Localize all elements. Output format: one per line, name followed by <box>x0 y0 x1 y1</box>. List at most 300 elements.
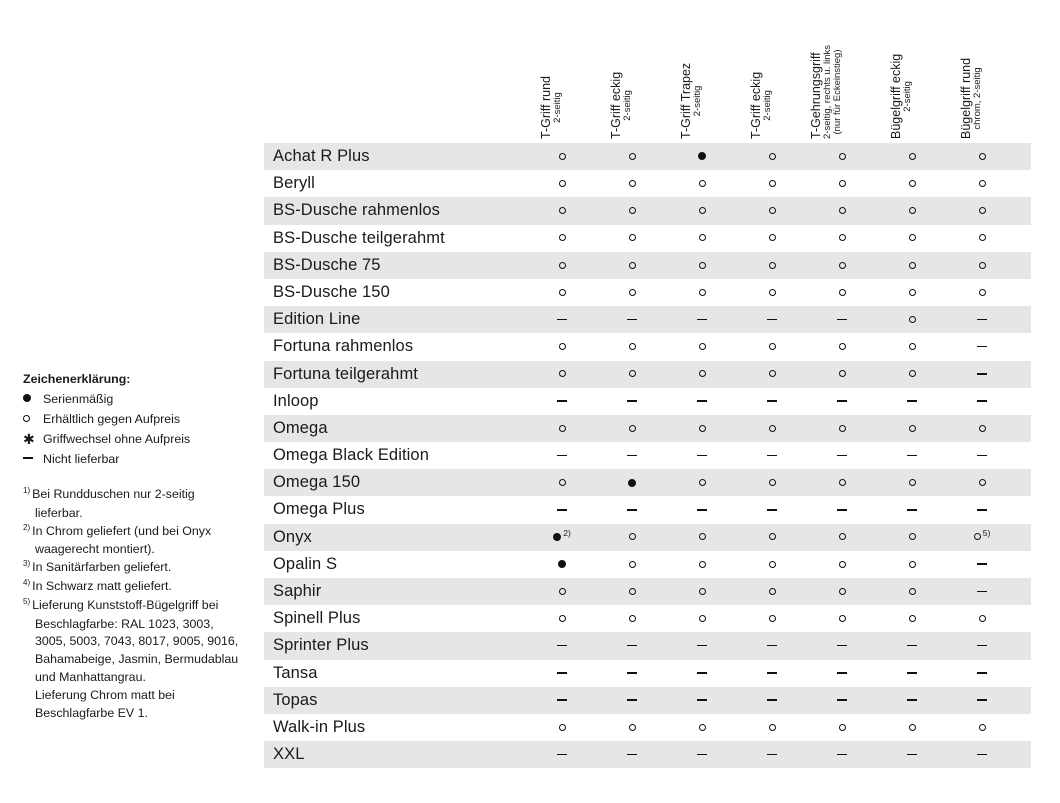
table-cell <box>667 279 737 306</box>
table-cell <box>667 605 737 632</box>
table-cell <box>527 605 597 632</box>
table-cell <box>527 333 597 360</box>
open-circle-icon <box>629 588 636 595</box>
open-circle-icon <box>979 615 986 622</box>
table-cell <box>947 496 1017 523</box>
table-row <box>264 252 1031 279</box>
table-cell <box>877 524 947 551</box>
row-label: Omega Black Edition <box>273 446 429 465</box>
open-circle-icon <box>979 180 986 187</box>
table-cell <box>807 605 877 632</box>
open-circle-icon <box>979 153 986 160</box>
table-cell <box>737 225 807 252</box>
table-cell <box>667 306 737 333</box>
filled-dot-icon <box>558 560 566 568</box>
table-cell <box>737 442 807 469</box>
table-cell <box>877 741 947 768</box>
table-cell <box>807 687 877 714</box>
column-subtitle: 2-seitig <box>692 85 703 117</box>
open-circle-icon <box>699 425 706 432</box>
table-cell <box>877 361 947 388</box>
open-circle-icon <box>559 588 566 595</box>
table-cell <box>737 632 807 659</box>
open-circle-icon <box>909 207 916 214</box>
table-cell <box>597 361 667 388</box>
table-cell <box>667 551 737 578</box>
column-title: Bügelgriff rund <box>959 57 973 139</box>
open-circle-icon <box>769 289 776 296</box>
table-cell <box>597 252 667 279</box>
dash-icon <box>697 319 707 321</box>
open-circle-icon <box>839 207 846 214</box>
dash-icon <box>977 754 987 756</box>
dash-icon <box>627 509 637 511</box>
row-label: Onyx <box>273 527 312 546</box>
table-cell <box>807 469 877 496</box>
open-circle-icon <box>909 289 916 296</box>
footnote: Lieferung Chrom matt bei Beschlagfarbe EV 1. <box>35 687 175 720</box>
open-circle-icon <box>699 561 706 568</box>
dash-icon <box>557 455 567 457</box>
open-circle-icon <box>559 724 566 731</box>
footnotes <box>23 486 243 722</box>
table-cell <box>667 442 737 469</box>
legend-label: Erhältlich gegen Aufpreis <box>43 412 181 426</box>
legend-item-griffwechsel <box>23 429 258 449</box>
table-cell <box>597 632 667 659</box>
open-circle-icon <box>909 316 916 323</box>
row-label: Topas <box>273 690 318 709</box>
open-circle-icon <box>839 479 846 486</box>
open-circle-icon <box>974 533 981 540</box>
dash-icon <box>557 754 567 756</box>
dash-icon <box>977 346 987 348</box>
table-row <box>264 496 1031 523</box>
dash-icon <box>23 458 43 460</box>
table-cell <box>527 388 597 415</box>
table-cell <box>877 197 947 224</box>
table-cell <box>947 741 1017 768</box>
open-circle-icon <box>699 615 706 622</box>
table-cell <box>807 741 877 768</box>
dash-icon <box>837 509 847 511</box>
table-cell <box>877 306 947 333</box>
open-circle-icon <box>839 370 846 377</box>
table-cell <box>737 279 807 306</box>
table-row <box>264 361 1031 388</box>
table-cell <box>667 143 737 170</box>
column-subtitle-note: (nur für Eckeinstieg) <box>832 49 843 135</box>
dash-icon <box>837 400 847 402</box>
open-circle-icon <box>23 416 43 423</box>
dash-icon <box>907 672 917 674</box>
open-circle-icon <box>559 343 566 350</box>
row-label: Saphir <box>273 582 322 600</box>
table-cell <box>947 415 1017 442</box>
table-row <box>264 279 1031 306</box>
dash-icon <box>627 400 637 402</box>
open-circle-icon <box>559 289 566 296</box>
table-cell <box>597 306 667 333</box>
dash-icon <box>907 509 917 511</box>
column-header <box>948 0 1018 145</box>
table-cell <box>667 578 737 605</box>
table-row <box>264 551 1031 578</box>
table-cell <box>947 333 1017 360</box>
open-circle-icon <box>909 370 916 377</box>
table-cell <box>737 361 807 388</box>
table-cell <box>597 687 667 714</box>
table-cell <box>597 496 667 523</box>
row-label: Omega <box>273 418 328 437</box>
table-row <box>264 388 1031 415</box>
table-row <box>264 605 1031 632</box>
open-circle-icon <box>699 343 706 350</box>
table-cell <box>667 632 737 659</box>
dash-icon <box>767 699 777 701</box>
open-circle-icon <box>979 289 986 296</box>
dash-icon <box>627 672 637 674</box>
open-circle-icon <box>629 533 636 540</box>
open-circle-icon <box>629 370 636 377</box>
table-cell <box>807 361 877 388</box>
table-cell <box>667 469 737 496</box>
open-circle-icon <box>559 262 566 269</box>
dash-icon <box>557 400 567 402</box>
dash-icon <box>977 455 987 457</box>
open-circle-icon <box>769 343 776 350</box>
table-cell <box>807 306 877 333</box>
open-circle-icon <box>769 180 776 187</box>
dash-icon <box>837 455 847 457</box>
table-cell <box>947 660 1017 687</box>
open-circle-icon <box>699 180 706 187</box>
table-cell <box>527 660 597 687</box>
table-cell <box>807 578 877 605</box>
table-cell <box>737 388 807 415</box>
open-circle-icon <box>699 588 706 595</box>
footnote-mark: 2) <box>563 527 571 538</box>
column-title: T-Griff eckig <box>749 71 763 139</box>
row-label: Omega Plus <box>273 500 365 519</box>
table-cell <box>807 442 877 469</box>
table-cell <box>947 632 1017 659</box>
dash-icon <box>977 645 987 647</box>
open-circle-icon <box>839 289 846 296</box>
dash-icon <box>627 645 637 647</box>
column-subtitle: 2-seitig <box>762 90 773 121</box>
dash-icon <box>907 400 917 402</box>
star-icon: ✱ <box>23 431 35 447</box>
table-cell <box>527 469 597 496</box>
table-cell <box>947 252 1017 279</box>
table-cell <box>877 660 947 687</box>
footnote: $^{4)}$ In Schwarz matt geliefert. <box>23 577 172 593</box>
footnote: $^{2)}$ In Chrom geliefert (und bei Onyx waagerecht montiert). <box>23 522 212 557</box>
table-cell <box>807 551 877 578</box>
dash-icon <box>837 699 847 701</box>
column-title: T-Griff rund <box>539 76 553 139</box>
table-cell <box>947 524 1017 551</box>
table-cell <box>667 496 737 523</box>
table-cell <box>947 197 1017 224</box>
column-header <box>808 0 878 145</box>
dash-icon <box>627 455 637 457</box>
dash-icon <box>907 645 917 647</box>
table-cell <box>527 632 597 659</box>
table-cell <box>667 197 737 224</box>
open-circle-icon <box>979 724 986 731</box>
row-label: BS-Dusche 150 <box>273 282 390 301</box>
legend-label: Griffwechsel ohne Aufpreis <box>43 432 191 446</box>
table-cell <box>947 578 1017 605</box>
table-cell <box>807 225 877 252</box>
table-row <box>264 687 1031 714</box>
column-header <box>668 0 738 145</box>
open-circle-icon <box>769 561 776 568</box>
table-cell <box>527 225 597 252</box>
table-cell <box>527 524 597 551</box>
open-circle-icon <box>769 234 776 241</box>
open-circle-icon <box>979 207 986 214</box>
open-circle-icon <box>769 370 776 377</box>
dash-icon <box>837 754 847 756</box>
dash-icon <box>767 455 777 457</box>
open-circle-icon <box>909 724 916 731</box>
open-circle-icon <box>839 561 846 568</box>
table-cell <box>877 496 947 523</box>
open-circle-icon <box>839 180 846 187</box>
column-subtitle: 2-seitig <box>622 90 633 121</box>
dash-icon <box>767 645 777 647</box>
table-cell <box>947 551 1017 578</box>
open-circle-icon <box>629 153 636 160</box>
open-circle-icon <box>839 262 846 269</box>
table-cell <box>597 333 667 360</box>
column-subtitle: chrom, 2-seitig <box>972 67 983 130</box>
dash-icon <box>977 699 987 701</box>
table-cell <box>947 687 1017 714</box>
table-cell <box>947 306 1017 333</box>
table-cell <box>947 605 1017 632</box>
open-circle-icon <box>699 262 706 269</box>
row-label: Tansa <box>273 663 318 682</box>
table-cell <box>877 415 947 442</box>
table-cell <box>597 469 667 496</box>
table-cell <box>807 524 877 551</box>
row-label: Sprinter Plus <box>273 636 369 655</box>
table-cell <box>667 415 737 442</box>
dash-icon <box>697 645 707 647</box>
table-cell <box>877 225 947 252</box>
open-circle-icon <box>769 153 776 160</box>
open-circle-icon <box>769 615 776 622</box>
row-label: XXL <box>273 745 305 764</box>
table-cell <box>527 741 597 768</box>
open-circle-icon <box>769 207 776 214</box>
footnote: $^{3)}$ In Sanitärfarben geliefert. <box>23 559 172 575</box>
table-row <box>264 442 1031 469</box>
table-cell <box>737 578 807 605</box>
table-cell <box>597 143 667 170</box>
column-title: T-Griff Trapez <box>679 62 693 139</box>
row-label: Spinell Plus <box>273 609 361 628</box>
legend-item-nicht <box>23 449 258 469</box>
footnote-mark: 5) <box>982 527 991 538</box>
dash-icon <box>767 509 777 511</box>
open-circle-icon <box>979 262 986 269</box>
table-cell <box>737 524 807 551</box>
table-cell <box>667 524 737 551</box>
table-row <box>264 333 1031 360</box>
table-cell <box>527 551 597 578</box>
table-row <box>264 225 1031 252</box>
table-cell <box>597 415 667 442</box>
table-row <box>264 524 1031 551</box>
open-circle-icon <box>559 207 566 214</box>
row-label: Inloop <box>273 391 319 410</box>
column-title: T-Griff eckig <box>609 71 623 139</box>
open-circle-icon <box>769 425 776 432</box>
table-cell <box>737 333 807 360</box>
table-cell <box>597 714 667 741</box>
column-header <box>598 0 668 145</box>
table-cell <box>877 388 947 415</box>
table-cell <box>737 306 807 333</box>
table-cell <box>807 333 877 360</box>
legend-title: Zeichenerklärung: <box>23 372 131 386</box>
footnote: $^{1)}$ Bei Rundduschen nur 2-seitig lieferbar. <box>23 486 195 520</box>
table-cell <box>947 442 1017 469</box>
table-cell <box>947 279 1017 306</box>
dash-icon <box>627 754 637 756</box>
availability-table <box>264 143 1031 768</box>
table-cell <box>667 333 737 360</box>
table-cell <box>527 143 597 170</box>
column-title: T-Gehrungsgriff <box>809 52 823 139</box>
dash-icon <box>697 509 707 511</box>
table-cell <box>877 279 947 306</box>
open-circle-icon <box>559 615 566 622</box>
table-cell <box>667 687 737 714</box>
table-cell <box>807 415 877 442</box>
legend-label: Serienmäßig <box>43 392 114 406</box>
table-cell <box>527 442 597 469</box>
open-circle-icon <box>769 588 776 595</box>
open-circle-icon <box>559 425 566 432</box>
dash-icon <box>907 455 917 457</box>
open-circle-icon <box>629 180 636 187</box>
table-cell <box>807 388 877 415</box>
table-cell <box>597 197 667 224</box>
table-cell <box>667 170 737 197</box>
open-circle-icon <box>699 370 706 377</box>
dash-icon <box>557 672 567 674</box>
open-circle-icon <box>629 724 636 731</box>
table-cell <box>807 496 877 523</box>
open-circle-icon <box>629 234 636 241</box>
table-cell <box>877 143 947 170</box>
open-circle-icon <box>699 533 706 540</box>
column-subtitle: 2-seitig <box>902 81 913 112</box>
table-cell <box>947 388 1017 415</box>
table-cell <box>877 632 947 659</box>
open-circle-icon <box>839 724 846 731</box>
dash-icon <box>697 400 707 402</box>
open-circle-icon <box>629 561 636 568</box>
open-circle-icon <box>699 207 706 214</box>
table-cell <box>807 714 877 741</box>
table-row <box>264 578 1031 605</box>
table-cell <box>527 197 597 224</box>
dash-icon <box>837 645 847 647</box>
row-label: Fortuna teilgerahmt <box>273 364 418 383</box>
table-cell <box>597 605 667 632</box>
footnote: $^{5)}$ Lieferung Kunststoff-Bügelgriff bei Beschlagfarbe: RAL 1023, 3003, 3005, 5003, 7043, 8017, 9005, 9016, Bahamabeige, Jasmin, Bermudablau und Manhattangrau. <box>23 596 239 684</box>
filled-dot-icon <box>553 533 561 541</box>
table-cell <box>527 714 597 741</box>
table-cell <box>737 252 807 279</box>
table-cell <box>667 225 737 252</box>
row-label: BS-Dusche teilgerahmt <box>273 228 445 247</box>
table-cell <box>947 225 1017 252</box>
dash-icon <box>767 400 777 402</box>
open-circle-icon <box>909 180 916 187</box>
open-circle-icon <box>629 207 636 214</box>
open-circle-icon <box>769 724 776 731</box>
table-cell <box>737 170 807 197</box>
dash-icon <box>627 699 637 701</box>
dash-icon <box>977 319 987 321</box>
row-label: Achat R Plus <box>273 147 370 165</box>
dash-icon <box>977 373 987 375</box>
table-cell <box>807 170 877 197</box>
open-circle-icon <box>629 262 636 269</box>
table-cell <box>947 170 1017 197</box>
table-cell <box>597 551 667 578</box>
table-cell <box>667 741 737 768</box>
table-cell <box>877 714 947 741</box>
table-cell <box>737 605 807 632</box>
table-cell <box>597 660 667 687</box>
table-cell <box>877 687 947 714</box>
open-circle-icon <box>909 479 916 486</box>
table-cell <box>527 306 597 333</box>
dash-icon <box>837 319 847 321</box>
open-circle-icon <box>909 153 916 160</box>
column-header <box>528 0 598 145</box>
open-circle-icon <box>909 615 916 622</box>
table-row <box>264 306 1031 333</box>
open-circle-icon <box>699 724 706 731</box>
table-cell <box>877 252 947 279</box>
table-row <box>264 469 1031 496</box>
table-cell <box>877 551 947 578</box>
open-circle-icon <box>909 561 916 568</box>
table-row <box>264 170 1031 197</box>
open-circle-icon <box>559 153 566 160</box>
table-cell <box>527 496 597 523</box>
open-circle-icon <box>839 588 846 595</box>
open-circle-icon <box>839 343 846 350</box>
table-cell <box>527 279 597 306</box>
open-circle-icon <box>769 262 776 269</box>
filled-dot-icon <box>23 395 43 403</box>
open-circle-icon <box>559 370 566 377</box>
table-cell <box>737 415 807 442</box>
table-row <box>264 415 1031 442</box>
table-cell <box>527 687 597 714</box>
